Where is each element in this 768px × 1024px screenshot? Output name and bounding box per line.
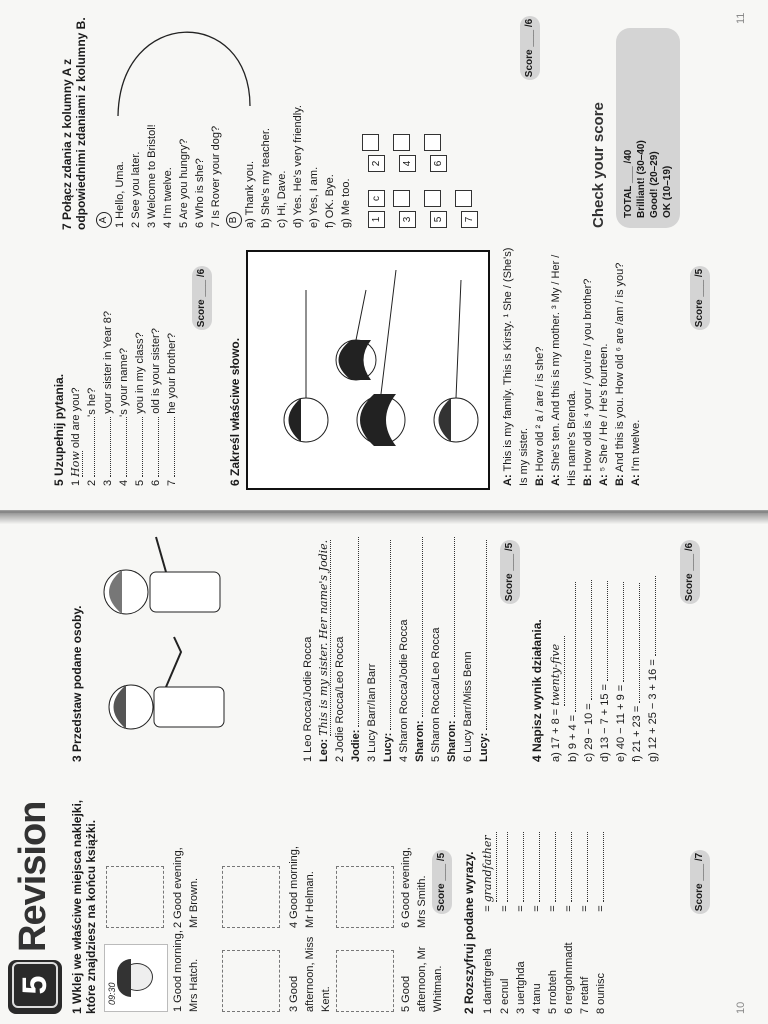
ex2-item[interactable]: 4 tanu = [529,814,545,1014]
ex4-item[interactable]: f) 21 + 23 = [629,522,645,762]
dialogue-line[interactable]: B: And this is you. How old ⁶ are /am / is you? [614,262,626,486]
total-score: TOTAL ___ /40 [623,149,634,218]
ex2-item[interactable]: 3 uertghda = [513,814,529,1014]
hair-icon [117,959,131,997]
answer-box-number: 5 [430,211,447,228]
ex1-item-6: 6 Good evening, Mrs Smith. [400,847,428,928]
ex3-item: 3 Lucy Barr/Ian Barr [366,663,378,762]
answer-box-number: 4 [399,155,416,172]
sticker-slot-6[interactable] [336,866,394,928]
ex4-item[interactable]: a) 17 + 8 = twenty-five [548,522,565,762]
ex2-score: Score ___ /7 [690,850,710,914]
col-b-item[interactable]: f) OK. Bye. [324,174,336,228]
ex3-answer-line[interactable]: Jodie: [348,522,364,762]
unit-badge [8,960,62,1014]
ex5-item[interactable]: 3 your sister in Year 8? [102,311,114,486]
ex1-item-4: 4 Good morning, Mr Helman. [288,846,316,928]
col-a-item[interactable]: 3 Welcome to Bristol! [146,124,158,228]
left-page [0,514,768,1024]
ex3-answer-line[interactable]: Lucy: [380,522,396,762]
col-b-item[interactable]: d) Yes. He's very friendly. [292,105,304,228]
col-a-item[interactable]: 7 Is Rover your dog? [210,125,222,228]
sticker-slot-2[interactable] [106,866,164,928]
ex3-answer-line[interactable]: Leo: This is my sister. Her name's Jodie. [317,539,330,762]
ex2-item[interactable]: 6 rergohnmadt = [561,814,577,1014]
ex3-item: 5 Sharon Rocca/Leo Rocca [430,627,442,762]
answer-box[interactable] [424,190,441,207]
col-b-item[interactable]: e) Yes, I am. [308,166,320,228]
ex2-title: 2 Rozszyfruj podane wyrazy. [462,851,476,1014]
ex4-item[interactable]: g) 12 + 25 − 3 + 16 = [645,522,661,762]
ex3-item: 1 Leo Rocca/Jodie Rocca [302,636,314,762]
answer-box-number: 3 [399,211,416,228]
answer-box[interactable] [455,190,472,207]
ex2-item[interactable]: 7 retahf = [577,814,593,1014]
level-brilliant: Brilliant! (30–40) [636,140,647,218]
ex3-item: 4 Sharon Rocca/Jodie Rocca [398,619,410,762]
ex3-score: Score ___ /5 [500,540,520,604]
ex2-list [480,814,609,1014]
dialogue-line[interactable]: A: ⁵ She / He / He's fourteen. [598,343,610,486]
col-b-item[interactable]: g) Me too. [340,178,352,228]
col-b-item[interactable]: b) She's my teacher. [260,128,272,228]
answer-box[interactable] [393,134,410,151]
col-a-item[interactable]: 6 Who is she? [194,158,206,228]
ex3-title: 3 Przedstaw podane osoby. [70,605,84,762]
ex5-item[interactable]: 4 's your name? [118,348,130,486]
ex7-title: 7 Połącz zdania z kolumny A z odpowiednimi zdaniami z kolumny B. [60,17,88,230]
teen-pair-illustration [86,522,286,762]
dialogue-line[interactable]: A: She's ten. And this is my mother. ³ My / Her / His name's Brenda. [550,254,578,486]
col-b-item[interactable]: a) Thank you. [244,160,256,228]
ex3-answer-line[interactable]: Sharon: [444,522,460,762]
answer-box[interactable] [393,190,410,207]
dialogue-line[interactable]: B: How old ² a / are / is she? [534,346,546,486]
ex2-item[interactable]: 1 dantfrgreha = grandfather [480,814,497,1014]
ex5-item[interactable]: 5 you in my class? [134,332,146,486]
col-a-item[interactable]: 1 Hello, Uma. [114,161,126,228]
page-number-left: 10 [735,1001,747,1014]
ex3-item: 2 Jodie Rocca/Leo Rocca [334,636,346,762]
ex2-item[interactable]: 2 ecnul = [497,814,513,1014]
answer-box[interactable] [424,134,441,151]
unit-title: Revision [12,801,54,952]
ex1-item-3: 3 Good afternoon, Miss Kent. [288,936,332,1012]
matching-line [100,6,260,126]
ex3-answer-line[interactable]: Lucy: [476,522,492,762]
col-a-item[interactable]: 5 Are you hungry? [178,138,190,228]
ex4-title: 4 Napisz wynik działania. [530,619,544,762]
sticker-slot-3[interactable] [222,950,280,1012]
ex6-dialogue [500,236,644,486]
clock-label: 09:30 [107,982,117,1005]
ex2-item[interactable]: 8 ounisc = [593,814,609,1014]
unit-number: 5 [12,962,58,1008]
ex4-item[interactable]: b) 9 + 4 = [565,522,581,762]
ex7-answer-grid [362,108,478,228]
col-b-item[interactable]: c) Hi, Dave. [276,170,288,228]
ex1-number: 1 [70,1007,84,1014]
sticker-slot-5[interactable] [336,950,394,1012]
dialogue-line[interactable]: A: This is my family. This is Kirsty. ¹ She / (She's) Is my sister. [502,247,530,486]
col-a-label: A [96,212,112,228]
ex5-score: Score ___ /6 [192,266,212,330]
ex4-item[interactable]: d) 13 − 7 + 15 = [597,522,613,762]
level-good: Good! (20–29) [649,151,660,218]
ex6-title: 6 Zakreśl właściwe słowo. [228,337,242,486]
ex3-list [300,522,492,762]
ex1-title [70,774,98,1014]
ex3-item: 6 Lucy Barr/Miss Benn [462,651,474,762]
dialogue-line[interactable]: B: How old is ⁴ your / you're / you brother? [582,278,594,486]
ex3-answer-line[interactable]: Sharon: [412,522,428,762]
ex2-item[interactable]: 5 rrobteh = [545,814,561,1014]
family-photo-illustration [246,250,490,490]
ex5-title: 5 Uzupełnij pytania. [52,373,66,486]
ex1-title-text: Wklej we właściwe miejsca naklejki, które znajdziesz na końcu książki. [70,799,98,1014]
ex1-item-2: 2 Good evening, Mr Brown. [172,847,200,928]
col-b-label: B [226,212,242,228]
ex6-score: Score ___ /5 [690,266,710,330]
ex4-list [548,522,661,762]
answer-box[interactable] [362,134,379,151]
answer-box-number: 1 [368,211,385,228]
ex5-item[interactable]: 1 How old are you? [69,387,82,486]
ex1-item-5: 5 Good afternoon, Mr Whitman. [400,946,444,1012]
ex5-list [68,266,180,486]
answer-box-number: 7 [461,211,478,228]
check-score-title: Check your score [590,102,607,228]
ex1-score: Score ___ /5 [432,850,452,914]
level-ok: OK (10–19) [662,165,673,218]
ex1-photo [104,944,168,1012]
ex4-item[interactable]: e) 40 − 11 + 9 = [613,522,629,762]
ex7-col-b [242,48,354,228]
page-number-right: 11 [735,12,747,24]
ex1-item-1: 1 Good morning, Mrs Hatch. [172,930,200,1012]
ex4-item[interactable]: c) 29 − 10 = [581,522,597,762]
answer-box-number: 2 [368,155,385,172]
answer-box-number: 6 [430,155,447,172]
score-summary-box [616,28,680,228]
col-a-item[interactable]: 4 I'm twelve. [162,167,174,228]
sticker-slot-4[interactable] [222,866,280,928]
dialogue-line[interactable]: A: I'm twelve. [630,419,642,486]
right-page [0,0,768,510]
ex4-score: Score ___ /6 [680,540,700,604]
ex5-item[interactable]: 2 's he? [86,387,98,486]
col-a-item[interactable]: 2 See you later. [130,151,142,228]
ex7-score: Score ___ /6 [520,16,540,80]
answer-box[interactable]: c [368,190,385,207]
ex5-item[interactable]: 7 he your brother? [166,333,178,486]
ex5-item[interactable]: 6 old is your sister? [150,328,162,486]
